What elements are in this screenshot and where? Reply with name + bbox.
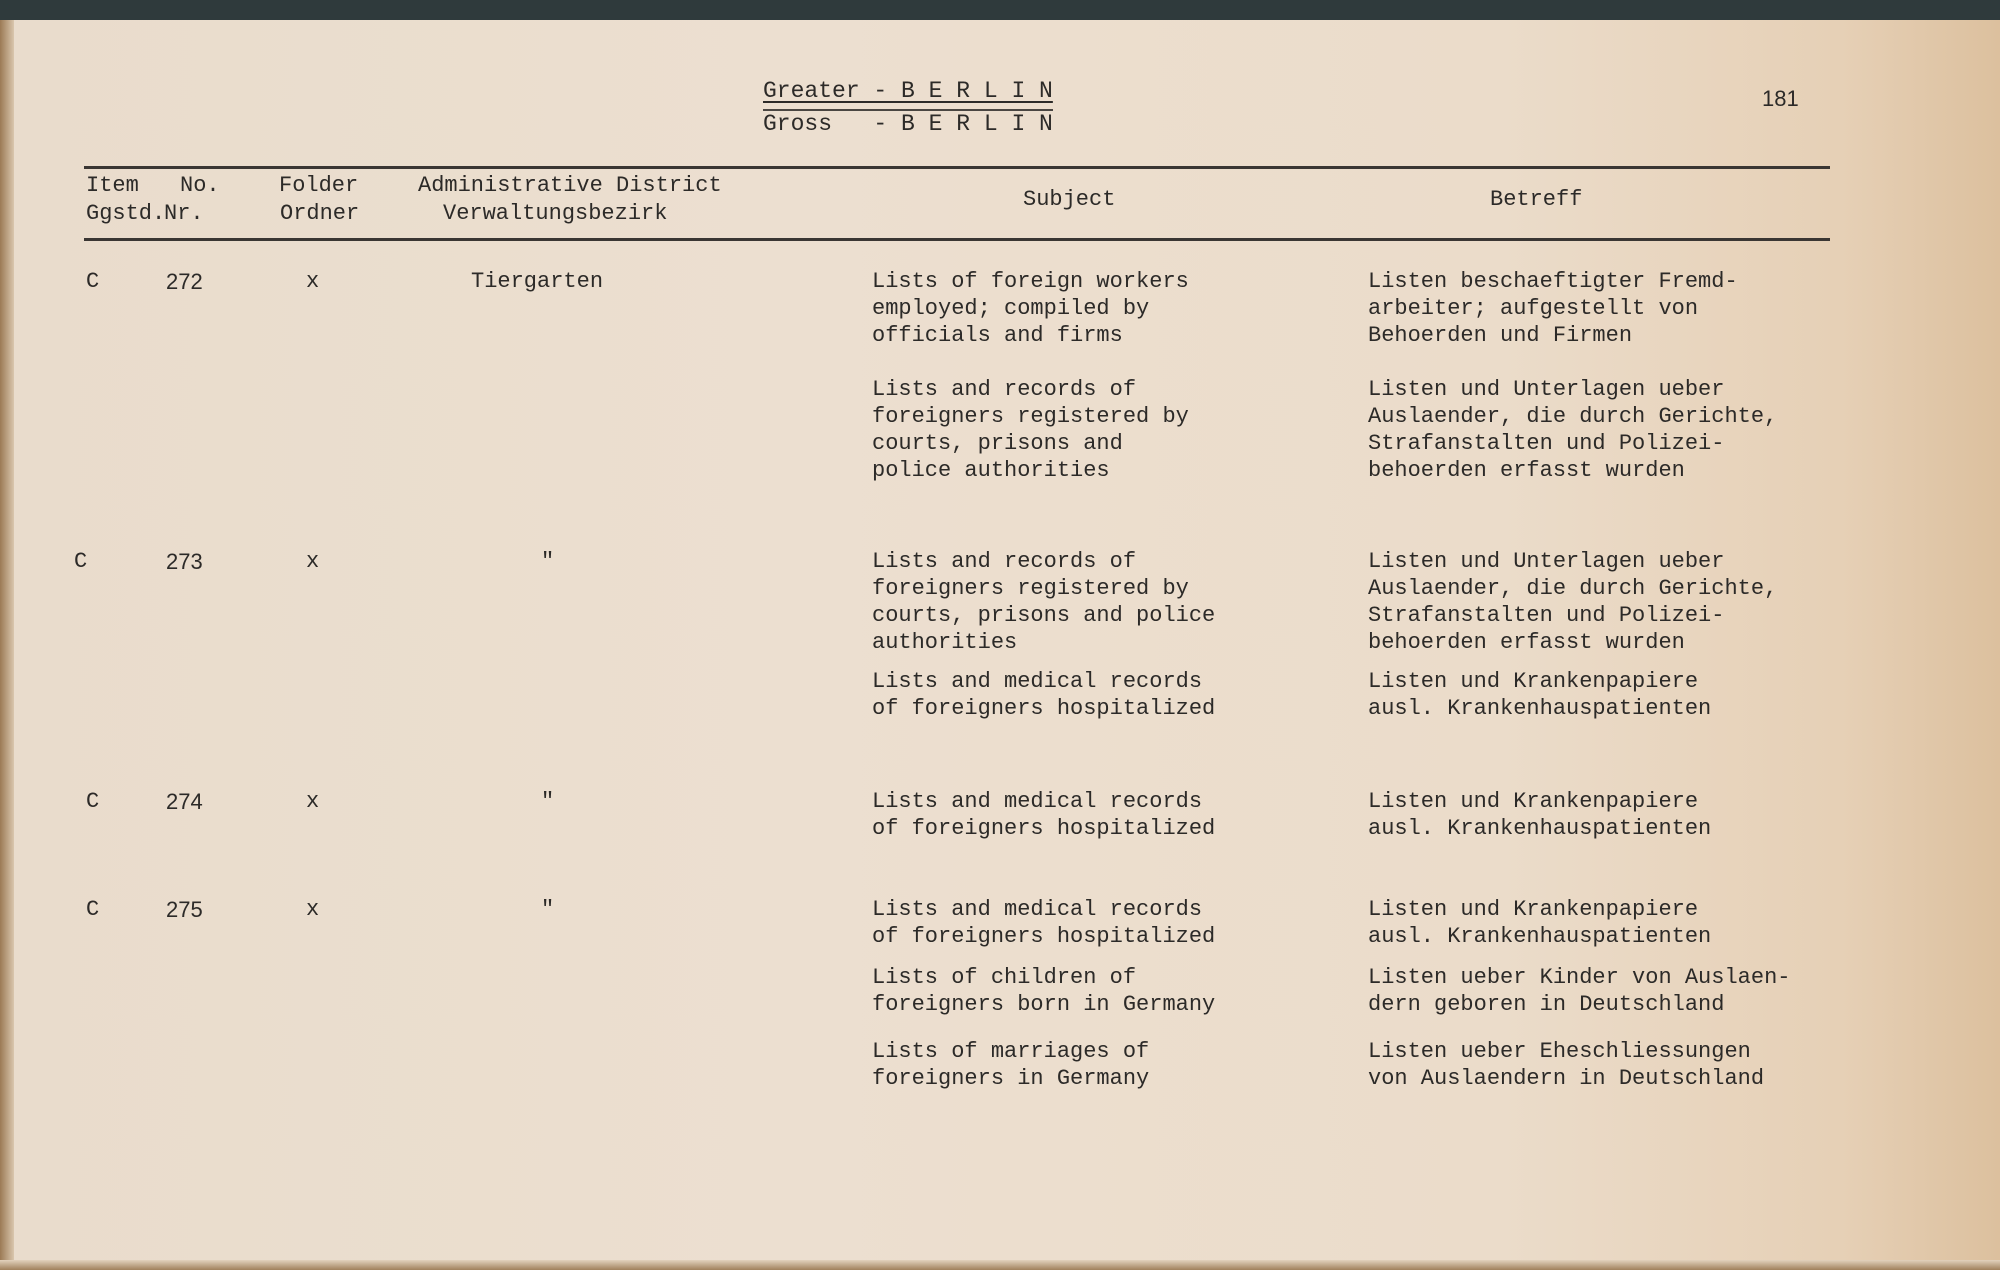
- row-273-betreff-1: Listen und Unterlagen ueber Auslaender, die durch Gerichte, Strafanstalten und Polizei- behoerden erfasst wurden: [1368, 549, 1778, 655]
- title-german: Gross - B E R L I N: [763, 111, 1053, 137]
- row-275-subject-1: Lists and medical records of foreigners hospitalized: [872, 897, 1216, 949]
- row-272-district: Tiergarten: [471, 269, 604, 294]
- row-273-subject-1: Lists and records of foreigners registered by courts, prisons and police authorities: [872, 549, 1216, 655]
- col-header-subject: Subject: [1023, 187, 1116, 212]
- page-number: 181: [1762, 86, 1799, 111]
- row-275-item: C: [86, 897, 100, 922]
- row-273-number: 273: [166, 549, 203, 574]
- document-page: [0, 20, 2000, 1270]
- header-bottom-rule: [84, 238, 1830, 241]
- col-header-no: No.: [180, 173, 220, 198]
- header-top-rule: [84, 166, 1830, 169]
- row-274-district: ": [541, 789, 555, 814]
- row-275-betreff-2: Listen ueber Kinder von Auslaen- dern geboren in Deutschland: [1368, 965, 1791, 1017]
- col-header-district-de: Verwaltungsbezirk: [443, 201, 668, 226]
- col-header-item: Item: [86, 173, 139, 198]
- row-273-district: ": [541, 549, 555, 574]
- row-274-number: 274: [166, 789, 203, 814]
- row-275-subject-3: Lists of marriages of foreigners in Germany: [872, 1039, 1150, 1091]
- row-272-item: C: [86, 269, 100, 294]
- col-header-folder: Folder: [279, 173, 359, 198]
- title-english: Greater - B E R L I N: [763, 78, 1053, 104]
- col-header-betreff: Betreff: [1490, 187, 1583, 212]
- row-275-betreff-3: Listen ueber Eheschliessungen von Auslaendern in Deutschland: [1368, 1039, 1765, 1091]
- col-header-no-de: Nr.: [164, 201, 204, 226]
- page-bottom-edge: [0, 1260, 2000, 1270]
- row-274-betreff-1: Listen und Krankenpapiere ausl. Krankenhauspatienten: [1368, 789, 1712, 841]
- row-273-folder: x: [306, 549, 320, 574]
- col-header-item-de: Ggstd.: [86, 201, 166, 226]
- row-272-folder: x: [306, 269, 320, 294]
- row-272-betreff-2: Listen und Unterlagen ueber Auslaender, die durch Gerichte, Strafanstalten und Polizei- behoerden erfasst wurden: [1368, 377, 1778, 483]
- row-275-folder: x: [306, 897, 320, 922]
- row-274-folder: x: [306, 789, 320, 814]
- row-275-betreff-1: Listen und Krankenpapiere ausl. Krankenhauspatienten: [1368, 897, 1712, 949]
- row-274-item: C: [86, 789, 100, 814]
- row-275-district: ": [541, 897, 555, 922]
- row-273-subject-2: Lists and medical records of foreigners hospitalized: [872, 669, 1216, 721]
- row-272-betreff-1: Listen beschaeftigter Fremd- arbeiter; aufgestellt von Behoerden und Firmen: [1368, 269, 1738, 348]
- row-272-subject-2: Lists and records of foreigners registered by courts, prisons and police authorities: [872, 377, 1189, 483]
- row-272-number: 272: [166, 269, 203, 294]
- col-header-district: Administrative District: [418, 173, 722, 198]
- row-273-item: C: [74, 549, 88, 574]
- row-274-subject-1: Lists and medical records of foreigners hospitalized: [872, 789, 1216, 841]
- col-header-folder-de: Ordner: [280, 201, 360, 226]
- row-275-number: 275: [166, 897, 203, 922]
- row-273-betreff-2: Listen und Krankenpapiere ausl. Krankenhauspatienten: [1368, 669, 1712, 721]
- row-272-subject-1: Lists of foreign workers employed; compiled by officials and firms: [872, 269, 1189, 348]
- row-275-subject-2: Lists of children of foreigners born in Germany: [872, 965, 1216, 1017]
- page-left-edge: [0, 20, 14, 1270]
